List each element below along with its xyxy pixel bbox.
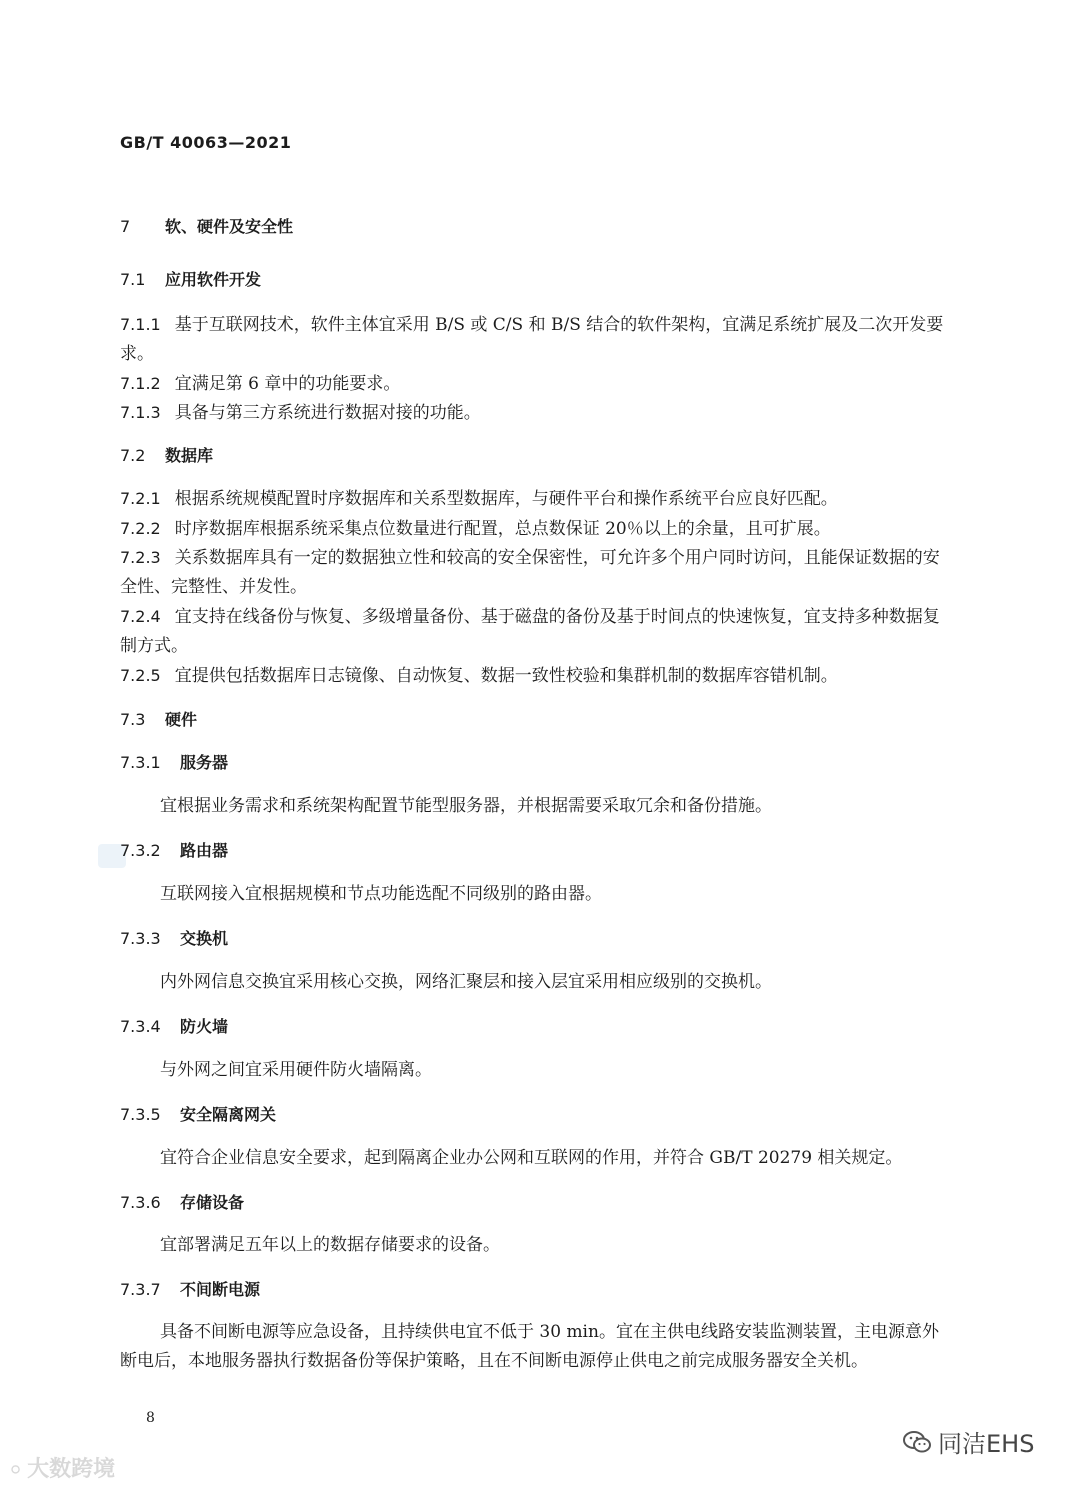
section-title: 硬件 [165,710,198,729]
clause-number: 7.2.1 [120,489,161,508]
clause-number: 7.1.2 [120,374,161,393]
section-7-3-5-heading [120,1100,955,1129]
section-7-3-6-text: 宜部署满足五年以上的数据存储要求的设备。 [160,1235,500,1255]
section-number: 7.3.6 [120,1193,161,1212]
watermark-left-logo-icon: ⚪ [8,1460,24,1481]
section-number: 7.1 [120,270,146,289]
section-7-3-3-heading [120,924,955,953]
clause-number: 7.1.1 [120,315,161,334]
section-7-3-5-text: 宜符合企业信息安全要求，起到隔离企业办公网和互联网的作用，并符合 GB/T 20279 相关规定。 [160,1148,903,1168]
clause-7-2-4 [120,602,955,661]
clause-text: 时序数据库根据系统采集点位数量进行配置，总点数保证 20％以上的余量，且可扩展。 [174,519,831,539]
watermark-right-text: 同洁EHS [938,1430,1035,1458]
watermark-left [8,1452,115,1483]
section-title: 服务器 [180,753,229,772]
section-7-3-2-text: 互联网接入宜根据规模和节点功能选配不同级别的路由器。 [160,884,602,904]
clause-text: 基于互联网技术，软件主体宜采用 B/S 或 C/S 和 B/S 结合的软件架构，宜满足系统扩展及二次开发要求。 [120,315,944,364]
clause-7-2-1 [120,484,955,514]
clause-number: 7.2.5 [120,666,161,685]
section-7-2-heading [120,441,955,470]
section-title: 不间断电源 [180,1280,261,1299]
wechat-icon [902,1429,932,1455]
section-7-3-7-text: 具备不间断电源等应急设备，且持续供电宜不低于 30 min。宜在主供电线路安装监测装置，主电源意外断电后，本地服务器执行数据备份等保护策略，且在不间断电源停止供电之前完成服务器安全关机。 [120,1322,939,1371]
section-title: 路由器 [180,841,229,860]
section-title: 防火墙 [180,1017,229,1036]
section-7-3-3-text: 内外网信息交换宜采用核心交换，网络汇聚层和接入层宜采用相应级别的交换机。 [160,972,772,992]
section-7-3-2-heading [120,836,955,865]
page-number: 8 [146,1410,155,1426]
section-7-3-7-heading [120,1275,955,1304]
section-title: 数据库 [165,446,214,465]
section-number: 7.3.3 [120,929,161,948]
clause-7-2-3 [120,543,955,602]
section-number: 7.3.5 [120,1105,161,1124]
section-number: 7.3.7 [120,1280,161,1299]
clause-7-1-1 [120,310,955,369]
clause-text: 宜满足第 6 章中的功能要求。 [174,374,401,394]
clause-7-1-2 [120,369,955,399]
section-number: 7.3.1 [120,753,161,772]
clause-text: 关系数据库具有一定的数据独立性和较高的安全保密性，可允许多个用户同时访问，且能保证数据的安全性、完整性、并发性。 [120,548,940,597]
watermark-left-text: 大数跨境 [27,1457,116,1482]
section-title: 安全隔离网关 [180,1105,277,1124]
clause-number: 7.2.3 [120,548,161,567]
section-number: 7.3.2 [120,841,161,860]
clause-7-2-5 [120,661,955,691]
document-id: GB/T 40063—2021 [120,133,292,152]
section-title: 交换机 [180,929,229,948]
clause-7-1-3 [120,398,955,428]
clause-number: 7.2.4 [120,607,161,626]
section-number: 7 [120,217,131,236]
section-7-heading [120,212,955,241]
clause-text: 宜提供包括数据库日志镜像、自动恢复、数据一致性校验和集群机制的数据库容错机制。 [174,666,838,686]
clause-number: 7.1.3 [120,403,161,422]
section-7-3-1-text: 宜根据业务需求和系统架构配置节能型服务器，并根据需要采取冗余和备份措施。 [160,796,772,816]
section-7-3-6-heading [120,1188,955,1217]
clause-7-2-2 [120,514,955,544]
clause-text: 根据系统规模配置时序数据库和关系型数据库，与硬件平台和操作系统平台应良好匹配。 [174,489,838,509]
clause-text: 具备与第三方系统进行数据对接的功能。 [174,403,481,423]
section-number: 7.3.4 [120,1017,161,1036]
section-title: 应用软件开发 [165,270,262,289]
section-7-3-4-heading [120,1012,955,1041]
section-7-3-4-text: 与外网之间宜采用硬件防火墙隔离。 [160,1060,432,1080]
section-title: 存储设备 [180,1193,245,1212]
watermark-right [902,1424,1034,1459]
section-title: 软、硬件及安全性 [165,217,294,236]
section-number: 7.3 [120,710,146,729]
section-7-3-heading [120,705,955,734]
clause-number: 7.2.2 [120,519,161,538]
section-number: 7.2 [120,446,146,465]
clause-text: 宜支持在线备份与恢复、多级增量备份、基于磁盘的备份及基于时间点的快速恢复，宜支持多种数据复制方式。 [120,607,940,656]
section-7-3-1-heading [120,748,955,777]
section-7-1-heading [120,265,955,294]
